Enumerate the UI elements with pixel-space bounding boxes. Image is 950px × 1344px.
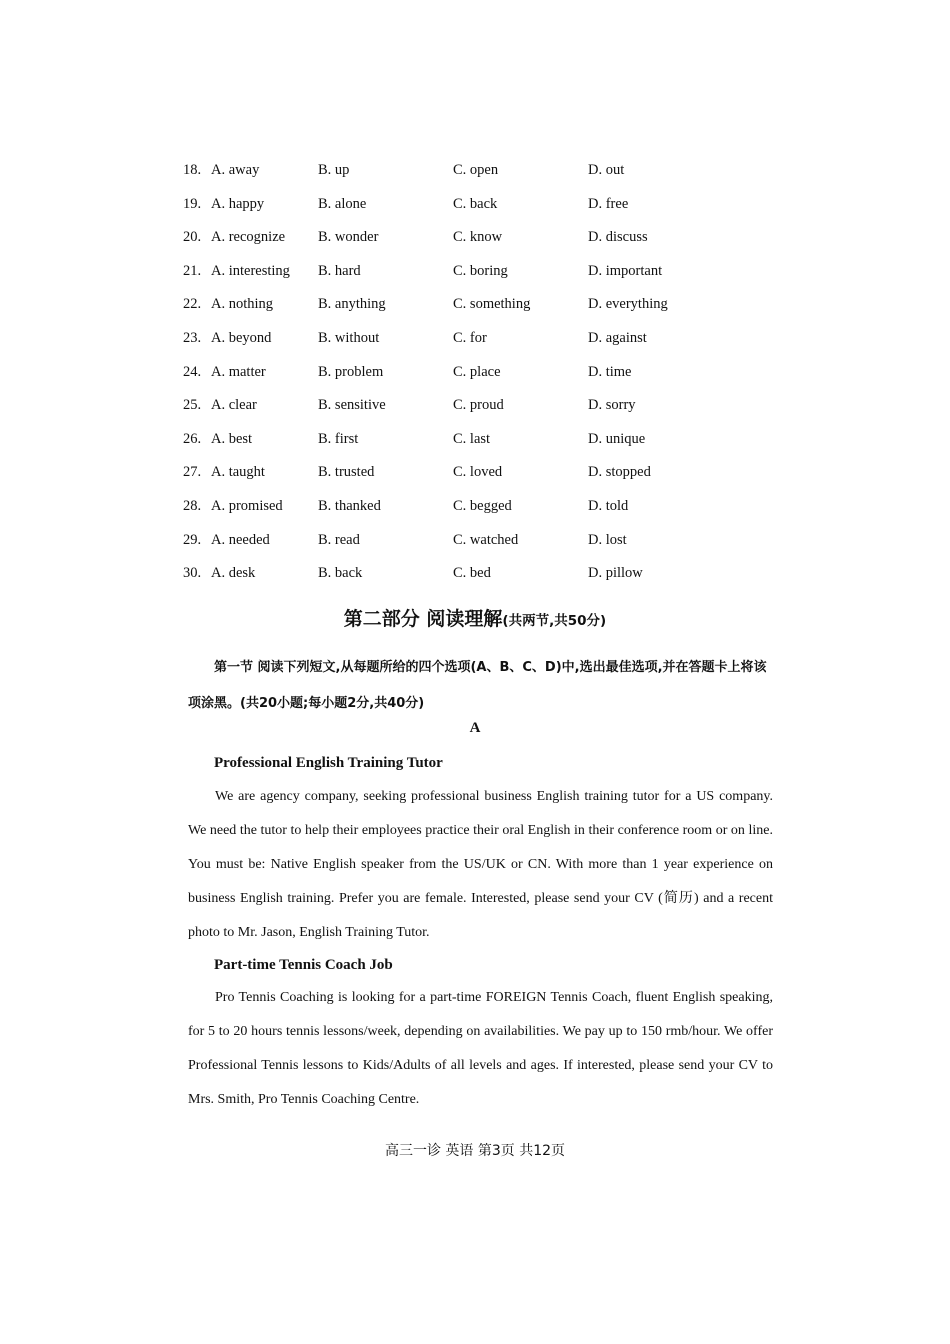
- option-d: D. time: [588, 363, 632, 380]
- question-number: 28.: [183, 497, 202, 514]
- option-a: A. nothing: [211, 296, 274, 313]
- option-b: B. up: [318, 162, 350, 178]
- option-d: D. free: [588, 195, 629, 212]
- question-row: [183, 496, 743, 530]
- question-number: 29.: [183, 531, 202, 548]
- option-d: D. against: [588, 329, 647, 346]
- option-b: B. thanked: [318, 497, 381, 514]
- ad-title: Part-time Tennis Coach Job: [214, 957, 393, 973]
- option-c: C. something: [453, 296, 531, 313]
- option-c: C. last: [453, 430, 491, 447]
- section-score-note: (共两节,共50分): [502, 613, 607, 629]
- option-b: B. first: [318, 430, 359, 447]
- option-a: A. best: [211, 430, 253, 447]
- instruction-line-2: 项涂黑。(共20小题;每小题2分,共40分): [188, 696, 425, 711]
- option-a: A. recognize: [211, 229, 286, 246]
- option-d: D. everything: [588, 296, 668, 313]
- option-c: C. bed: [453, 565, 491, 582]
- option-a: A. happy: [211, 195, 265, 212]
- question-number: 30.: [183, 565, 202, 582]
- option-d: D. sorry: [588, 397, 636, 414]
- option-d: D. unique: [588, 430, 646, 447]
- ad-title: Professional English Training Tutor: [214, 755, 443, 771]
- option-c: C. open: [453, 162, 499, 178]
- option-c: C. proud: [453, 397, 504, 414]
- question-number: 18.: [183, 162, 202, 178]
- question-row: [183, 395, 743, 429]
- option-c: C. know: [453, 229, 503, 246]
- option-d: D. lost: [588, 531, 627, 548]
- option-c: C. boring: [453, 262, 508, 279]
- ad-body: Pro Tennis Coaching is looking for a part-time FOREIGN Tennis Coach, fluent English speaking, for 5 to 20 hours tennis lessons/week, depending on availabilities. We pay up to 150 rmb/hour. We offer Professional Tennis lessons to Kids/Adults of all levels and ages. If interested, please send your CV to Mrs. Smith, Pro Tennis Coaching Centre.: [188, 990, 773, 1107]
- option-d: D. important: [588, 262, 663, 279]
- option-c: C. for: [453, 329, 487, 346]
- option-b: B. anything: [318, 296, 386, 313]
- option-b: B. trusted: [318, 464, 375, 481]
- question-row: [183, 462, 743, 496]
- question-number: 21.: [183, 262, 202, 279]
- option-c: C. back: [453, 195, 498, 212]
- question-number: 20.: [183, 229, 202, 246]
- cloze-options-grid: [183, 160, 743, 597]
- option-d: D. out: [588, 162, 625, 178]
- question-row: [183, 294, 743, 328]
- question-row: [183, 261, 743, 295]
- instruction-line-1: 第一节 阅读下列短文,从每题所给的四个选项(A、B、C、D)中,选出最佳选项,并在答题卡上将该: [214, 660, 767, 675]
- question-row: [183, 362, 743, 396]
- option-b: B. alone: [318, 195, 367, 212]
- option-b: B. problem: [318, 363, 384, 380]
- option-a: A. matter: [211, 363, 266, 380]
- section-instruction: [188, 650, 778, 722]
- option-d: D. stopped: [588, 464, 651, 481]
- section-title: 第二部分 阅读理解: [343, 608, 503, 630]
- page-footer: 高三一诊 英语 第3页 共12页: [384, 1143, 566, 1159]
- option-d: D. discuss: [588, 229, 648, 246]
- question-number: 23.: [183, 329, 202, 346]
- option-b: B. read: [318, 531, 360, 548]
- option-b: B. wonder: [318, 229, 379, 246]
- option-c: C. loved: [453, 464, 503, 481]
- option-a: A. beyond: [211, 329, 272, 346]
- question-number: 25.: [183, 397, 202, 414]
- question-row: [183, 328, 743, 362]
- option-d: D. told: [588, 497, 629, 514]
- option-b: B. back: [318, 565, 363, 582]
- question-number: 24.: [183, 363, 202, 380]
- question-row: [183, 563, 743, 597]
- option-d: D. pillow: [588, 565, 643, 582]
- ad-body: We are agency company, seeking professional business English training tutor for a US company. We need the tutor to help their employees practice their oral English in their conference room or on line. You must be: Native English speaker from the US/UK or CN. With more than 1 year experience on business English training. Prefer you are female. Interested, please send your CV (简历) and a recent photo to Mr. Jason, English Training Tutor.: [188, 789, 773, 940]
- question-number: 22.: [183, 296, 202, 313]
- option-c: C. place: [453, 363, 501, 380]
- option-b: B. without: [318, 329, 380, 346]
- question-row: [183, 530, 743, 564]
- passage-label: A: [469, 720, 481, 736]
- option-b: B. sensitive: [318, 397, 386, 414]
- option-a: A. taught: [211, 464, 265, 481]
- option-a: A. interesting: [211, 262, 290, 279]
- option-a: A. promised: [211, 497, 283, 514]
- question-row: [183, 429, 743, 463]
- question-number: 19.: [183, 195, 202, 212]
- question-row: [183, 227, 743, 261]
- question-number: 26.: [183, 430, 202, 447]
- option-c: C. watched: [453, 531, 519, 548]
- option-c: C. begged: [453, 497, 512, 514]
- section-heading: [0, 604, 950, 631]
- option-a: A. needed: [211, 531, 270, 548]
- question-row: [183, 160, 743, 194]
- option-b: B. hard: [318, 262, 361, 279]
- option-a: A. desk: [211, 565, 256, 582]
- option-a: A. away: [211, 162, 260, 178]
- question-number: 27.: [183, 464, 202, 481]
- question-row: [183, 194, 743, 228]
- option-a: A. clear: [211, 397, 257, 414]
